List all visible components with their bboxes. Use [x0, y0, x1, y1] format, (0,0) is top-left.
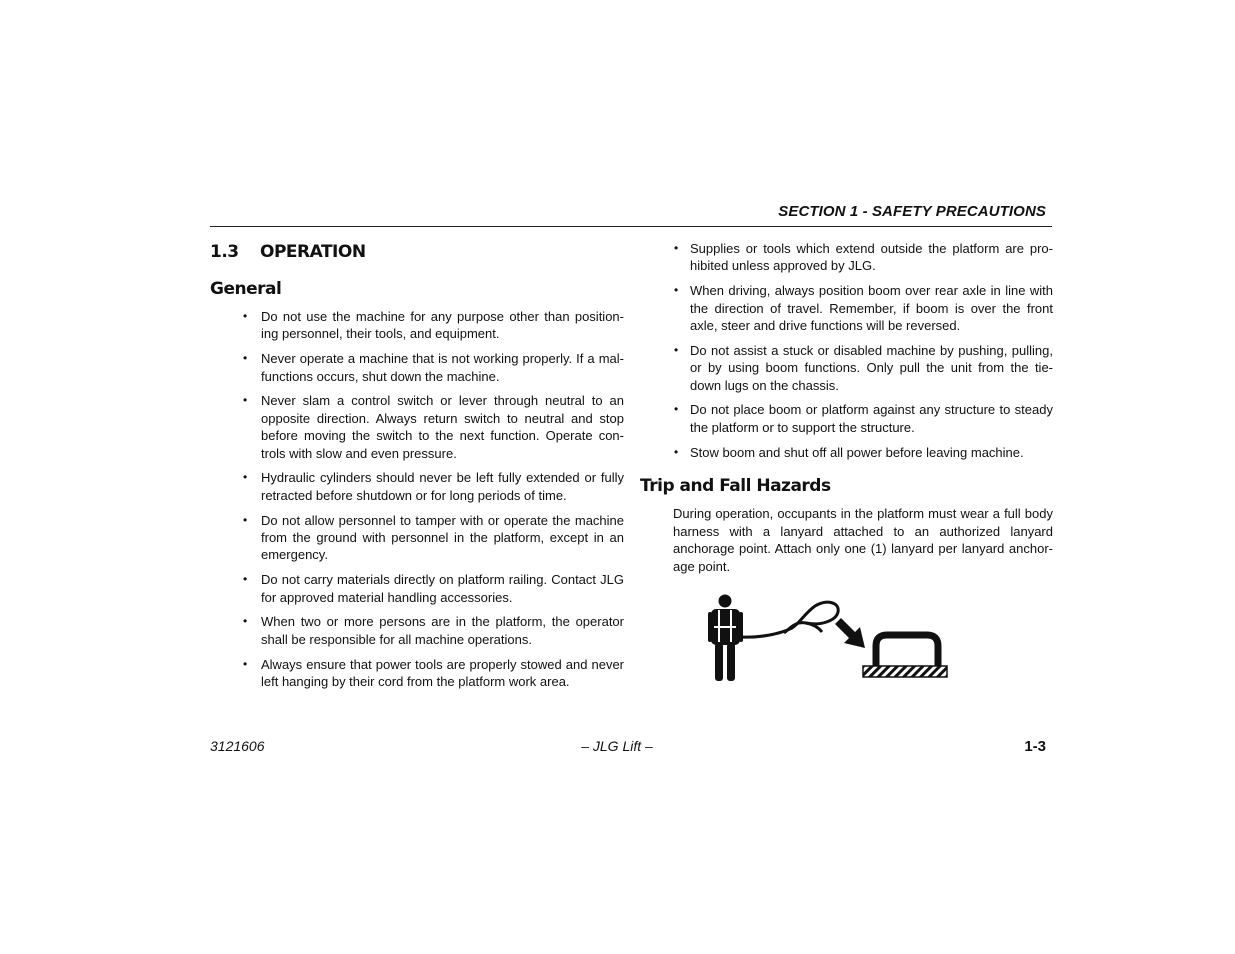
bullet-icon: • — [243, 512, 248, 527]
bullet-icon: • — [243, 614, 248, 629]
subheading-general: General — [210, 279, 282, 299]
running-header: SECTION 1 - SAFETY PRECAUTIONS — [778, 203, 1046, 220]
list-item: • When driving, always position boom over rear axle in line with the direction of travel. Remember, if boom is over the front axle, steer and drive functions will be reversed. — [674, 283, 1053, 334]
left-column — [210, 240, 624, 698]
list-item: • Do not place boom or platform against any structure to steady the platform or to support the structure. — [674, 402, 1053, 435]
list-item: • Stow boom and shut off all power before leaving machine. — [674, 444, 1024, 460]
bullet-icon: • — [243, 470, 248, 485]
right-column — [640, 240, 1053, 575]
bullet-icon: • — [243, 309, 248, 323]
list-item: • Do not allow personnel to tamper with or operate the machine from the ground with personnel in the platform, except in an emergency. — [243, 512, 624, 563]
trip-fall-paragraph: During operation, occupants in the platform must wear a full body harness with a lanyard attached to an authorized lanyard anchorage point. Attach only one (1) lanyard per lanyard anchor-age point. — [673, 506, 1053, 574]
section-name: OPERATION — [260, 242, 366, 262]
list-item: • Never slam a control switch or lever through neutral to an opposite direction. Always return switch to neutral and stop before moving the switch to the next function. Operate con-trols with slow and even pressure. — [243, 393, 624, 461]
bullet-icon: • — [674, 342, 679, 357]
bullet-icon: • — [243, 393, 248, 408]
general-bullet-list — [210, 308, 624, 690]
list-item: • Supplies or tools which extend outside the platform are pro-hibited unless approved by JLG. — [674, 241, 1053, 274]
bullet-icon: • — [674, 283, 679, 298]
list-item: • Do not carry materials directly on platform railing. Contact JLG for approved material handling accessories. — [243, 572, 624, 605]
harness-lanyard-anchorage-icon — [700, 590, 950, 685]
list-item: • Do not use the machine for any purpose other than position-ing personnel, their tools, and equipment. — [243, 309, 624, 342]
bullet-icon: • — [674, 444, 679, 459]
operation-bullet-list-continued — [640, 240, 1053, 461]
list-item: • When two or more persons are in the platform, the operator shall be responsible for all machine operations. — [243, 614, 624, 647]
publisher-label: – JLG Lift – — [581, 738, 653, 754]
list-item: • Hydraulic cylinders should never be left fully extended or fully retracted before shutdown or for long periods of time. — [243, 470, 624, 503]
subheading-trip-fall: Trip and Fall Hazards — [640, 476, 831, 497]
section-number: 1.3 — [210, 242, 239, 262]
anchorage-point-icon — [863, 635, 947, 677]
page-number: 1-3 — [1024, 738, 1046, 755]
bullet-icon: • — [674, 241, 679, 255]
section-heading — [210, 240, 624, 264]
header-divider — [210, 226, 1052, 227]
list-item: • Never operate a machine that is not working properly. If a mal-functions occurs, shut down the machine. — [243, 351, 624, 384]
person-figure-icon — [708, 595, 743, 682]
bullet-icon: • — [243, 351, 248, 366]
bullet-icon: • — [243, 656, 248, 671]
document-number: 3121606 — [210, 738, 265, 754]
list-item: • Always ensure that power tools are properly stowed and never left hanging by their cord from the platform work area. — [243, 656, 624, 690]
bullet-icon: • — [243, 572, 248, 587]
list-item: • Do not assist a stuck or disabled machine by pushing, pulling, or by using boom functions. Only pull the unit from the tie-down lugs on the chassis. — [674, 342, 1053, 393]
lanyard-icon — [740, 602, 838, 637]
arrow-icon — [835, 618, 865, 648]
bullet-icon: • — [674, 402, 679, 417]
